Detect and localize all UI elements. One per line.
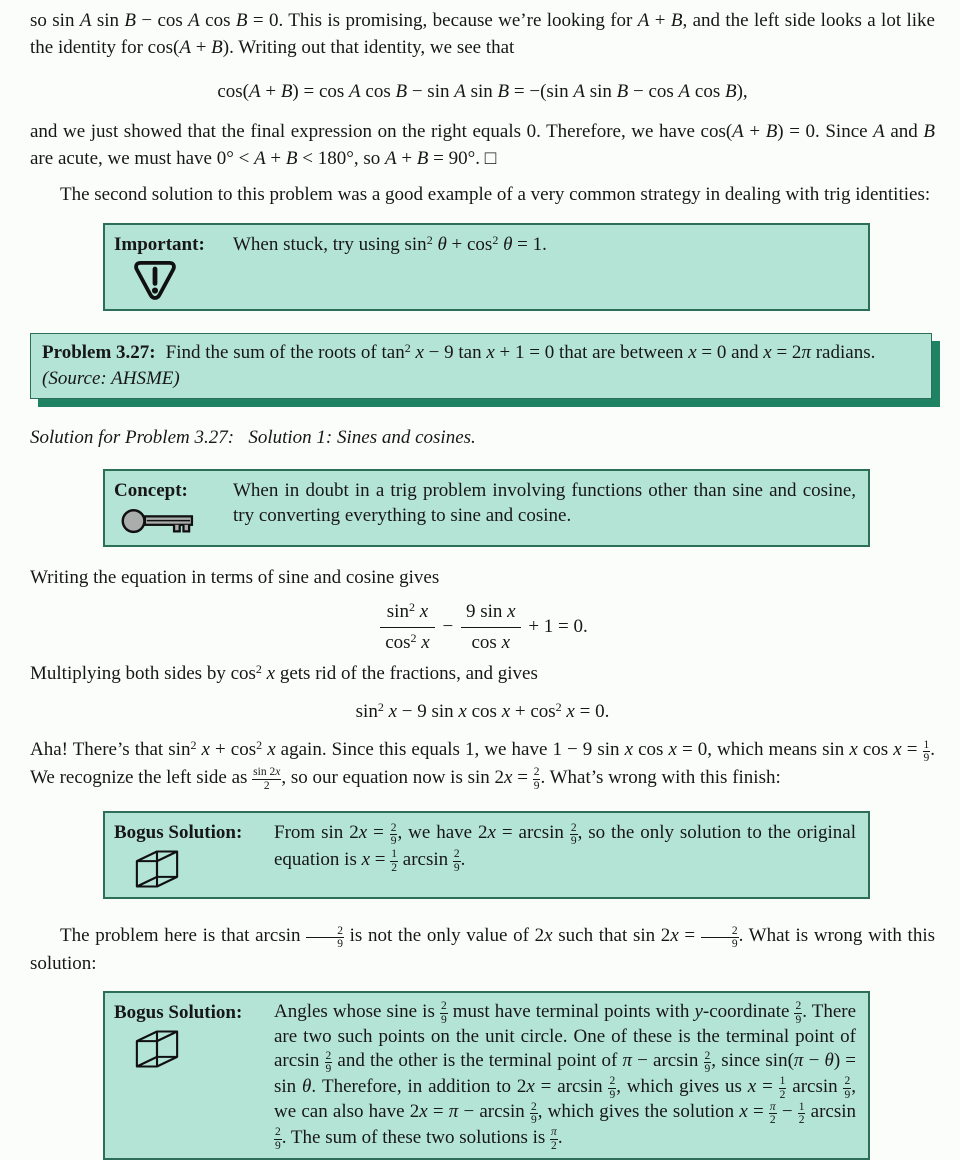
paragraph-intro: so sin A sin B − cos A cos B = 0. This is promising, because we’re looking for A + B, and the left side looks a lot like the identity for cos(A + B). Writing out that identity, we see that [30,7,935,61]
important-label-column [114,232,233,302]
warning-icon [132,260,233,302]
paragraph-aha: Aha! There’s that $\sin^2 x + \cos^2 x$ again. Since this equals 1, we have 1 − 9 sin x cos x = 0, which means sin x cos x = $\frac{1}{9}$ . We recognize the left side as $\frac{\sin 2x}{2}$ , so our equation now is sin 2x = $\frac{2}{9}$ . What’s wrong with this finish: [30,736,935,791]
cube-icon [132,848,274,890]
bogus1-body: From sin 2x = $\frac{2}{9}$ , we have 2x = arcsin $\frac{2}{9}$ , so the only solution to the original equation is x = $\frac{1}{2}$ arcsin $\frac{2}{9}$ . [274,820,856,890]
problem-source: (Source: AHSME) [42,366,920,392]
problem-statement-line [42,340,920,366]
important-label: Important: [114,232,233,257]
problem-box [30,333,932,399]
bogus2-label: Bogus Solution: [114,1000,274,1025]
paragraph-strategy: The second solution to this problem was a good example of a very common strategy in dealing with trig identities: [30,181,935,208]
important-box [103,223,870,311]
problem-statement: Find the sum of the roots of $\tan^2 x - 9$ tan x + 1 = 0 that are between x = 0 and x = 2π radians. [166,342,876,363]
cube-icon [132,1028,274,1070]
key-icon [118,506,233,538]
bogus2-label-column [114,1000,274,1152]
bogus1-label: Bogus Solution: [114,820,274,845]
bogus-solution-box-1 [103,811,870,899]
paragraph-problem-here: The problem here is that arcsin $\frac{2}{9}$ is not the only value of 2x such that sin 2x = $\frac{2}{9}$ . What is wrong with this solution: [30,922,935,977]
solution-heading: Solution for Problem 3.27: Solution 1: Sines and cosines. [30,424,935,451]
important-body: When stuck, try using $\sin^2 \theta + \cos^2 \theta = 1$. [233,232,856,302]
concept-label-column [114,478,233,538]
problem-label: Problem 3.27: [42,342,156,363]
concept-box [103,469,870,547]
concept-body: When in doubt in a trig problem involving functions other than sine and cosine, try converting everything to sine and cosine. [233,478,856,538]
paragraph-writing: Writing the equation in terms of sine and cosine gives [30,564,935,591]
paragraph-multiplying: Multiplying both sides by $\cos^2 x$ gets rid of the fractions, and gives [30,660,935,687]
bogus2-body: Angles whose sine is $\frac{2}{9}$ must have terminal points with y-coordinate $\frac{2}{9}$ . There are two such points on the unit circle. One of these is the terminal point of arcsin $\frac{2}{9}$ and the other is the terminal point of π − arcsin $\frac{2}{9}$ , since sin(π − θ) = sin θ. Therefore, in addition to 2x = arcsin $\frac{2}{9}$ , which gives us x = $\frac{1}{2}$ arcsin $\frac{2}{9}$ , we can also have 2x = π − arcsin $\frac{2}{9}$ , which gives the solution x = $\frac{\pi}{2}$ − $\frac{1}{2}$ arcsin $\frac{2}{9}$ . The sum of these two solutions is $\frac{\pi}{2}$ . [274,1000,856,1152]
bogus-solution-box-2 [103,991,870,1160]
concept-label: Concept: [114,478,233,503]
equation-sine-cosine-fractions: $\frac{\sin^2 x}{\cos^2 x}$ − $\frac{\text{9 sin x}}{\text{cos x}}$ + 1 = 0. [30,600,935,655]
equation-simplified: $\sin^2 x - 9$ sin x $\cos x + \cos^2 x = 0$. [30,698,935,725]
paragraph-conclusion: and we just showed that the final expression on the right equals 0. Therefore, we have cos(A + B) = 0. Since A and B are acute, we must have 0° < A + B < 180°, so A + B = 90°. □ [30,118,935,172]
bogus1-label-column [114,820,274,890]
equation-cos-sum-identity: cos(A + B) = cos A cos B − sin A sin B = −(sin A sin B − cos A cos B), [30,78,935,105]
